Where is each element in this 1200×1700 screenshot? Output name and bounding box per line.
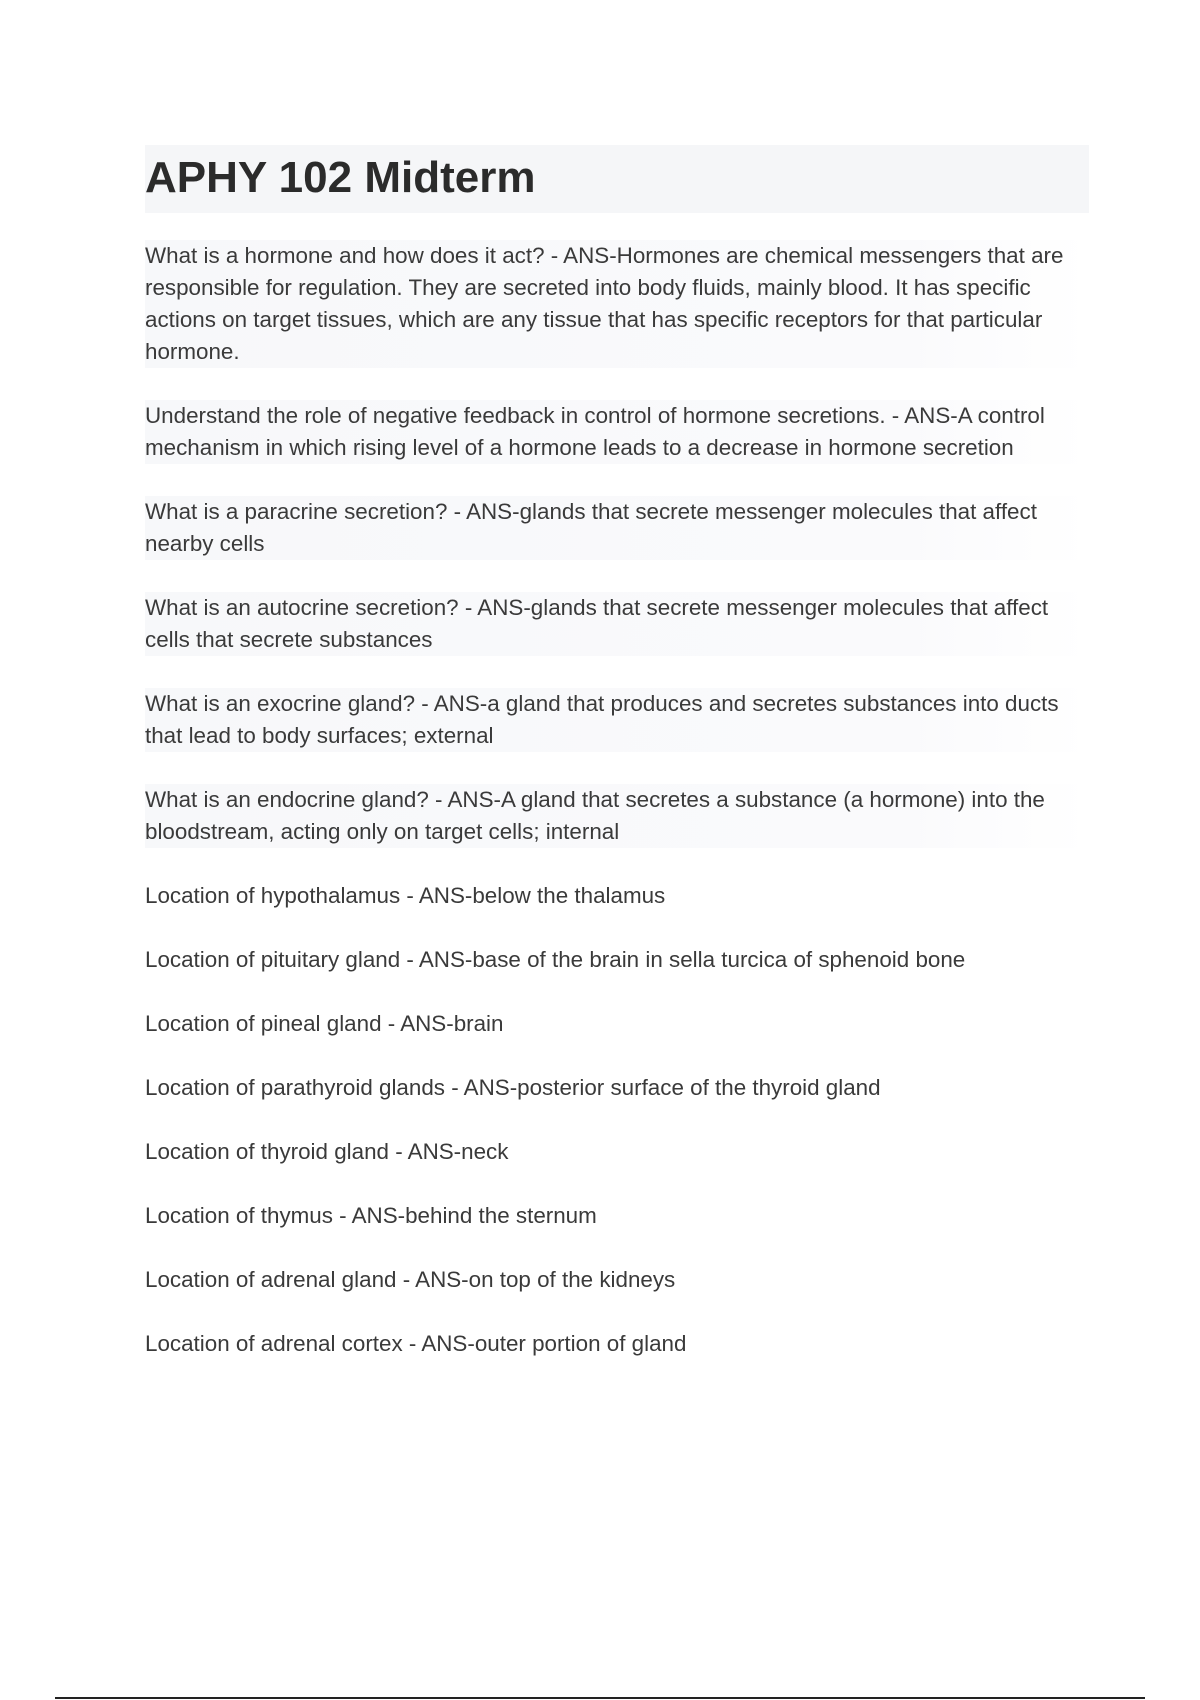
- qa-item-adrenal-gland: Location of adrenal gland - ANS-on top of the kidneys: [145, 1267, 676, 1292]
- qa-item-exocrine: What is an exocrine gland? - ANS-a gland that produces and secretes substances into ducts that lead to body surfaces; external: [145, 688, 1089, 752]
- qa-item-thymus: Location of thymus - ANS-behind the sternum: [145, 1203, 597, 1228]
- qa-item-thyroid: Location of thyroid gland - ANS-neck: [145, 1139, 509, 1164]
- qa-item-parathyroid: Location of parathyroid glands - ANS-posterior surface of the thyroid gland: [145, 1075, 881, 1100]
- qa-item-paracrine: What is a paracrine secretion? - ANS-glands that secrete messenger molecules that affect nearby cells: [145, 496, 1089, 560]
- qa-list: [145, 240, 1089, 1392]
- qa-item-adrenal-cortex: Location of adrenal cortex - ANS-outer portion of gland: [145, 1331, 687, 1356]
- footer-divider: [55, 1697, 1145, 1699]
- page-title: APHY 102 Midterm: [145, 153, 536, 202]
- qa-item-endocrine: What is an endocrine gland? - ANS-A gland that secretes a substance (a hormone) into the bloodstream, acting only on target cells; internal: [145, 784, 1089, 848]
- title-block: [145, 145, 1089, 213]
- qa-item-autocrine: What is an autocrine secretion? - ANS-glands that secrete messenger molecules that affect cells that secrete substances: [145, 592, 1089, 656]
- qa-item-pineal: Location of pineal gland - ANS-brain: [145, 1011, 504, 1036]
- qa-item-negative-feedback: Understand the role of negative feedback in control of hormone secretions. - ANS-A control mechanism in which rising level of a hormone leads to a decrease in hormone secretion: [145, 400, 1089, 464]
- qa-item-pituitary: Location of pituitary gland - ANS-base of the brain in sella turcica of sphenoid bone: [145, 947, 966, 972]
- qa-item-hypothalamus: Location of hypothalamus - ANS-below the thalamus: [145, 883, 666, 908]
- qa-item-hormone: What is a hormone and how does it act? - ANS-Hormones are chemical messengers that are responsible for regulation. They are secreted into body fluids, mainly blood. It has specific actions on target tissues, which are any tissue that has specific receptors for that particular hormone.: [145, 240, 1089, 368]
